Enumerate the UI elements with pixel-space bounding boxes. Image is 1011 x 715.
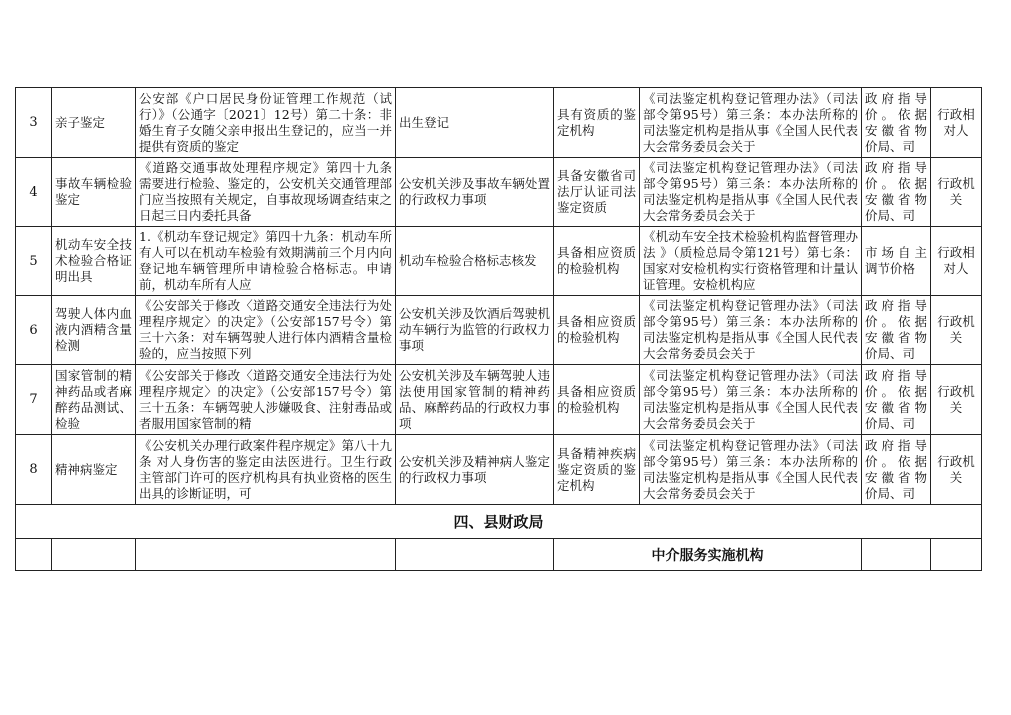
pricing-method: 政府指导价。依据安徽省物价局、司 [865,367,927,431]
agency-regulation: 《司法鉴定机构登记管理办法》（司法部令第95号）第三条：本办法所称的司法鉴定机构是指从事《全国人民代表大会常务委员会关于 [643,437,858,501]
row-number-cell [16,227,52,296]
related-matter-cell [396,435,554,505]
next-header-label-cell [554,539,862,571]
table-body [16,88,982,571]
related-matter-cell [396,158,554,227]
section-title-cell [16,505,982,539]
table-row [16,227,982,296]
fee-payer-cell [931,88,982,158]
row-number-cell [16,88,52,158]
fee-payer: 行政机关 [937,314,975,345]
next-header-label: 中介服务实施机构 [651,547,764,564]
service-name-cell [52,365,136,435]
implementing-agency: 具备安徽省司法厅认证司法鉴定资质 [557,168,636,215]
related-matter: 公安机关涉及事故车辆处置的行政权力事项 [399,176,550,207]
service-table [15,87,982,571]
pricing-method-cell [862,88,931,158]
agency-regulation-cell [640,158,862,227]
pricing-method: 政府指导价。依据安徽省物价局、司 [865,437,927,501]
agency-regulation: 《司法鉴定机构登记管理办法》（司法部令第95号）第三条：本办法所称的司法鉴定机构是指从事《全国人民代表大会常务委员会关于 [643,160,858,223]
agency-regulation-cell [640,227,862,296]
empty-header-cell [396,539,554,571]
legal-basis: 1.《机动车登记规定》第四十九条：机动车所有人可以在机动车检验有效期满前三个月内向登记地车辆管理所申请检验合格标志。申请前，机动车所有人应 [139,229,392,292]
related-matter: 机动车检验合格标志核发 [399,253,537,268]
pricing-method-cell [862,227,931,296]
section-title: 四、县财政局 [453,513,544,531]
legal-basis-cell [136,88,396,158]
service-name: 精神病鉴定 [55,461,118,477]
implementing-agency-cell [554,88,640,158]
row-number-cell [16,365,52,435]
legal-basis-cell [136,365,396,435]
related-matter: 出生登记 [399,114,450,130]
row-number: 3 [29,115,38,130]
pricing-method: 政府指导价。依据安徽省物价局、司 [865,160,927,223]
service-name: 亲子鉴定 [55,114,106,130]
pricing-method: 政府指导价。依据安徽省物价局、司 [865,298,927,361]
fee-payer-cell [931,435,982,505]
related-matter-cell [396,296,554,365]
row-number-cell [16,158,52,227]
agency-regulation: 《机动车安全技术检验机构监督管理办法 》（质检总局令第121号）第七条：国家对安检机构实行资格管理和计量认证管理。安检机构应 [643,229,858,292]
fee-payer: 行政机关 [937,453,975,485]
table-row [16,158,982,227]
legal-basis: 《公安部关于修改〈道路交通安全违法行为处理程序规定〉的决定》（公安部157号令）第三十六条：对车辆驾驶人进行体内酒精含量检验的，应当按照下列 [139,298,392,361]
legal-basis-cell [136,227,396,296]
fee-payer-cell [931,296,982,365]
related-matter-cell [396,365,554,435]
empty-header-cell [931,539,982,571]
table-row [16,365,982,435]
empty-header-cell [862,539,931,571]
legal-basis: 《公安部关于修改〈道路交通安全违法行为处理程序规定〉的决定》（公安部157号令）第三十五条：车辆驾驶人涉嫌吸食、注射毒品或者服用国家管制的精 [139,367,392,431]
implementing-agency: 具有资质的鉴定机构 [557,106,636,138]
table-row [16,296,982,365]
row-number: 4 [29,184,38,200]
related-matter-cell [396,88,554,158]
fee-payer: 行政机关 [937,383,975,415]
table-row [16,435,982,505]
implementing-agency: 具备相应资质的检验机构 [557,245,636,276]
related-matter-cell [396,227,554,296]
row-number: 6 [29,322,38,338]
service-name-cell [52,296,136,365]
row-number: 8 [29,462,38,477]
fee-payer-cell [931,158,982,227]
legal-basis-cell [136,435,396,505]
fee-payer-cell [931,227,982,296]
service-name: 机动车安全技术检验合格证明出具 [55,237,132,284]
service-name: 国家管制的精神药品或者麻醉药品测试、检验 [55,367,132,431]
legal-basis: 《公安机关办理行政案件程序规定》第八十九条 对人身伤害的鉴定由法医进行。卫生行政主管部门许可的医疗机构具有执业资格的医生出具的诊断证明，可 [139,437,392,501]
pricing-method-cell [862,365,931,435]
table-row [16,88,982,158]
fee-payer-cell [931,365,982,435]
implementing-agency: 具备精神疾病鉴定资质的鉴定机构 [557,445,636,493]
fee-payer: 行政机关 [937,176,975,207]
related-matter: 公安机关涉及精神病人鉴定的行政权力事项 [399,453,550,485]
service-name-cell [52,88,136,158]
next-header-row [16,539,982,571]
legal-basis: 《道路交通事故处理程序规定》第四十九条 需要进行检验、鉴定的，公安机关交通管理部门应当按照有关规定，自事故现场调查结束之日起三日内委托具备 [139,160,392,223]
implementing-agency-cell [554,158,640,227]
service-name-cell [52,435,136,505]
agency-regulation: 《司法鉴定机构登记管理办法》（司法部令第95号）第三条：本办法所称的司法鉴定机构是指从事《全国人民代表大会常务委员会关于 [643,90,858,154]
service-name-cell [52,158,136,227]
agency-regulation-cell [640,365,862,435]
implementing-agency-cell [554,296,640,365]
pricing-method: 政府指导价。依据安徽省物价局、司 [865,90,927,154]
related-matter: 公安机关涉及饮酒后驾驶机动车辆行为监管的行政权力事项 [399,306,550,353]
pricing-method-cell [862,435,931,505]
fee-payer: 行政相对人 [937,106,975,138]
legal-basis-cell [136,158,396,227]
agency-regulation-cell [640,435,862,505]
fee-payer: 行政相对人 [937,245,975,276]
row-number: 5 [29,253,38,269]
related-matter: 公安机关涉及车辆驾驶人违法使用国家管制的精神药品、麻醉药品的行政权力事项 [399,367,550,431]
row-number: 7 [29,392,38,407]
pricing-method-cell [862,158,931,227]
implementing-agency-cell [554,435,640,505]
legal-basis: 公安部《户口居民身份证管理工作规范（试行）》（公通字〔2021〕12号）第二十条：非婚生育子女随父亲申报出生登记的，应当一并提供有资质的鉴定 [139,90,392,154]
agency-regulation: 《司法鉴定机构登记管理办法》（司法部令第95号）第三条：本办法所称的司法鉴定机构是指从事《全国人民代表大会常务委员会关于 [643,367,858,431]
row-number-cell [16,296,52,365]
pricing-method-cell [862,296,931,365]
implementing-agency-cell [554,227,640,296]
implementing-agency-cell [554,365,640,435]
pricing-method: 市场自主调节价格 [865,245,927,276]
agency-regulation: 《司法鉴定机构登记管理办法》（司法部令第95号）第三条：本办法所称的司法鉴定机构是指从事《全国人民代表大会常务委员会关于 [643,298,858,361]
empty-header-cell [16,539,52,571]
implementing-agency: 具备相应资质的检验机构 [557,383,636,415]
service-name-cell [52,227,136,296]
agency-regulation-cell [640,88,862,158]
service-name: 事故车辆检验鉴定 [55,176,132,207]
section-row [16,505,982,539]
empty-header-cell [136,539,396,571]
agency-regulation-cell [640,296,862,365]
implementing-agency: 具备相应资质的检验机构 [557,314,636,345]
service-name: 驾驶人体内血液内酒精含量检测 [55,306,132,353]
empty-header-cell [52,539,136,571]
row-number-cell [16,435,52,505]
legal-basis-cell [136,296,396,365]
